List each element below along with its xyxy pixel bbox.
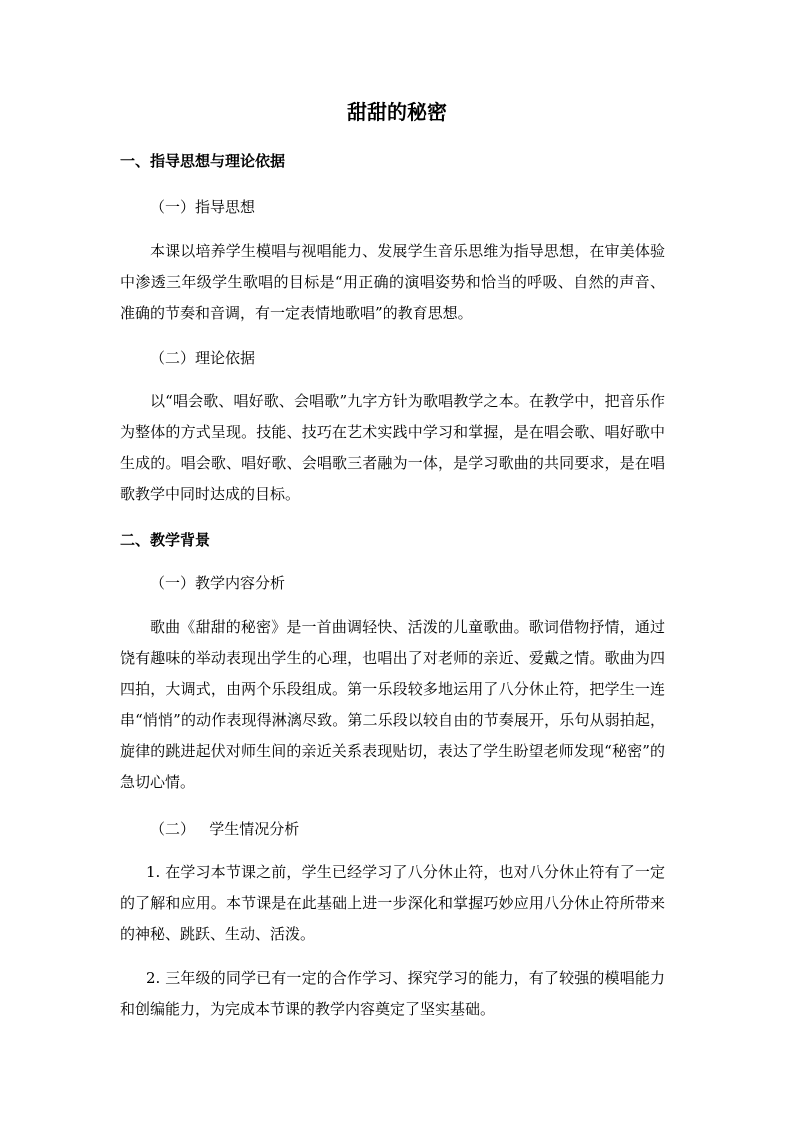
subheading-theoretical-basis: （二）理论依据 [150,349,256,367]
paragraph-student-item-2: 2. 三年级的同学已有一定的合作学习、探究学习的能力，有了较强的模唱能力和创编能力，为完成本节课的教学内容奠定了坚实基础。 [120,969,665,1018]
paragraph-guiding-thought: 本课以培养学生模唱与视唱能力、发展学生音乐思维为指导思想，在审美体验中渗透三年级学生歌唱的目标是“用正确的演唱姿势和恰当的呼吸、自然的声音、准确的节奏和音调，有一定表情地歌唱”的教育思想。 [120,242,665,322]
subheading-student-analysis: （二） 学生情况分析 [150,820,300,838]
paragraph-student-item-1: 1. 在学习本节课之前，学生已经学习了八分休止符，也对八分休止符有了一定的了解和应用。本节课是在此基础上进一步深化和掌握巧妙应用八分休止符所带来的神秘、跳跃、生动、活泼。 [120,863,665,943]
section-heading-guiding-theory: 一、指导思想与理论依据 [120,152,286,170]
document-title: 甜甜的秘密 [347,100,447,124]
section-heading-teaching-background: 二、教学背景 [120,531,211,549]
paragraph-theoretical-basis: 以“唱会歌、唱好歌、会唱歌”九字方针为歌唱教学之本。在教学中，把音乐作为整体的方式呈现。技能、技巧在艺术实践中学习和掌握，是在唱会歌、唱好歌中生成的。唱会歌、唱好歌、会唱歌三者融为一体，是学习歌曲的共同要求，是在唱歌教学中同时达成的目标。 [120,392,665,503]
paragraph-content-analysis: 歌曲《甜甜的秘密》是一首曲调轻快、活泼的儿童歌曲。歌词借物抒情，通过饶有趣味的举动表现出学生的心理，也唱出了对老师的亲近、爱戴之情。歌曲为四四拍，大调式，由两个乐段组成。第一乐段较多地运用了八分休止符，把学生一连串“悄悄”的动作表现得淋漓尽致。第二乐段以较自由的节奏展开，乐句从弱拍起，旋律的跳进起伏对师生间的亲近关系表现贴切，表达了学生盼望老师发现“秘密”的急切心情。 [120,618,665,791]
subheading-content-analysis: （一）教学内容分析 [150,574,286,592]
subheading-guiding-thought: （一）指导思想 [150,198,256,216]
